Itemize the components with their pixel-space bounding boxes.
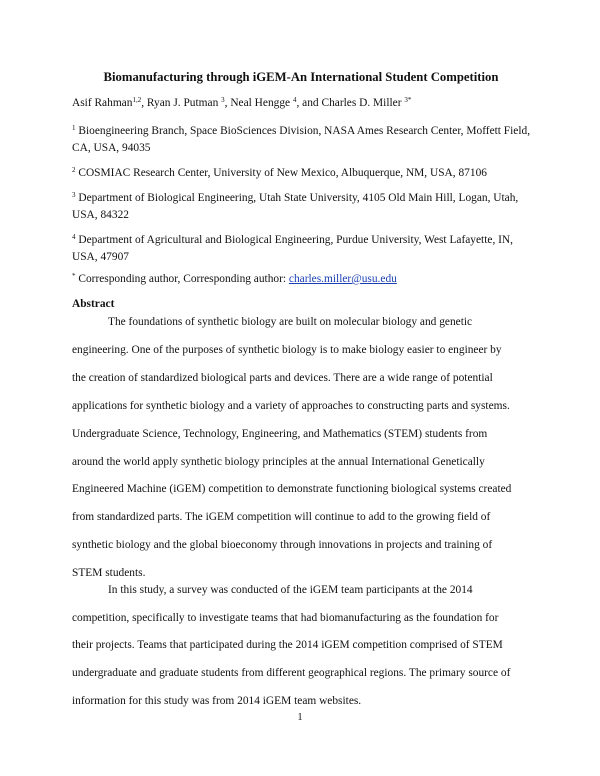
affiliation-text: Bioengineering Branch, Space BioSciences Division, NASA Ames Research Center, Moffett Field, CA, USA, 94035 <box>72 125 531 154</box>
author-separator: , and <box>296 97 322 109</box>
author-separator: , <box>141 97 147 109</box>
author-affiliation-mark: 4 <box>292 96 297 104</box>
paragraph-line: the creation of standardized biological parts and devices. There are a wide range of potential <box>72 371 493 384</box>
paragraph-line: Engineered Machine (iGEM) competition to demonstrate functioning biological systems created <box>72 483 512 496</box>
paragraph-line: synthetic biology and the global bioeconomy through innovations in projects and training of <box>72 539 493 552</box>
paragraph-line: undergraduate and graduate students from different geographical regions. The primary source of <box>72 667 511 680</box>
author-name: Ryan J. Putman <box>146 97 219 109</box>
author-separator: , <box>224 97 231 109</box>
affiliation-mark: 3 <box>72 191 76 199</box>
paragraph-line: The foundations of synthetic biology are built on molecular biology and genetic <box>108 316 473 328</box>
author-name: Asif Rahman <box>72 97 133 109</box>
author-affiliation-mark: 3 <box>221 96 225 104</box>
abstract-paragraph-2 <box>72 577 534 716</box>
paragraph-line: competition, specifically to investigate teams that had biomanufacturing as the foundation for <box>72 611 499 624</box>
paragraph-line: information for this study was from 2014 iGEM team websites. <box>72 694 362 707</box>
paragraph-line: applications for synthetic biology and a variety of approaches to constructing parts and systems. <box>72 399 510 412</box>
affiliation-text: Department of Agricultural and Biological Engineering, Purdue University, West Lafayette, IN, USA, 47907 <box>72 234 514 263</box>
author-list <box>72 97 534 109</box>
paragraph-line: their projects. Teams that participated during the 2014 iGEM competition comprised of STEM <box>72 639 503 652</box>
abstract-heading: Abstract <box>72 298 115 310</box>
affiliation-mark: 4 <box>72 233 76 241</box>
affiliation-1 <box>72 123 534 157</box>
affiliation-2 <box>72 165 534 182</box>
affiliation-text: COSMIAC Research Center, University of New Mexico, Albuquerque, NM, USA, 87106 <box>78 167 487 179</box>
paragraph-line: Undergraduate Science, Technology, Engineering, and Mathematics (STEM) students from <box>72 427 488 440</box>
corresponding-mark: * <box>72 272 76 280</box>
paragraph-line: from standardized parts. The iGEM competition will continue to add to the growing field of <box>72 511 491 524</box>
paragraph-line: STEM students. <box>72 567 146 580</box>
page-number: 1 <box>297 712 303 723</box>
author-name: Charles D. Miller <box>321 97 402 109</box>
corresponding-author-note <box>72 273 534 285</box>
paper-title: Biomanufacturing through iGEM-An International Student Competition <box>103 70 499 84</box>
corresponding-text: Corresponding author, Corresponding author: <box>78 273 289 285</box>
paragraph-line: engineering. One of the purposes of synthetic biology is to make biology easier to engineer by <box>72 343 502 356</box>
affiliation-4 <box>72 232 534 266</box>
affiliation-3 <box>72 190 534 224</box>
affiliation-mark: 2 <box>72 166 76 174</box>
author-name: Neal Hengge <box>230 97 291 109</box>
paragraph-line: In this study, a survey was conducted of the iGEM team participants at the 2014 <box>108 584 473 596</box>
corresponding-email-link[interactable]: charles.miller@usu.edu <box>288 273 397 285</box>
affiliation-text: Department of Biological Engineering, Utah State University, 4105 Old Main Hill, Logan, Utah, USA, 84322 <box>72 192 519 221</box>
author-affiliation-mark: 1,2 <box>132 96 142 104</box>
author-affiliation-mark: 3* <box>404 96 412 104</box>
affiliation-mark: 1 <box>72 124 76 132</box>
paragraph-line: around the world apply synthetic biology principles at the annual International Genetically <box>72 455 485 468</box>
abstract-paragraph-1 <box>72 309 534 588</box>
